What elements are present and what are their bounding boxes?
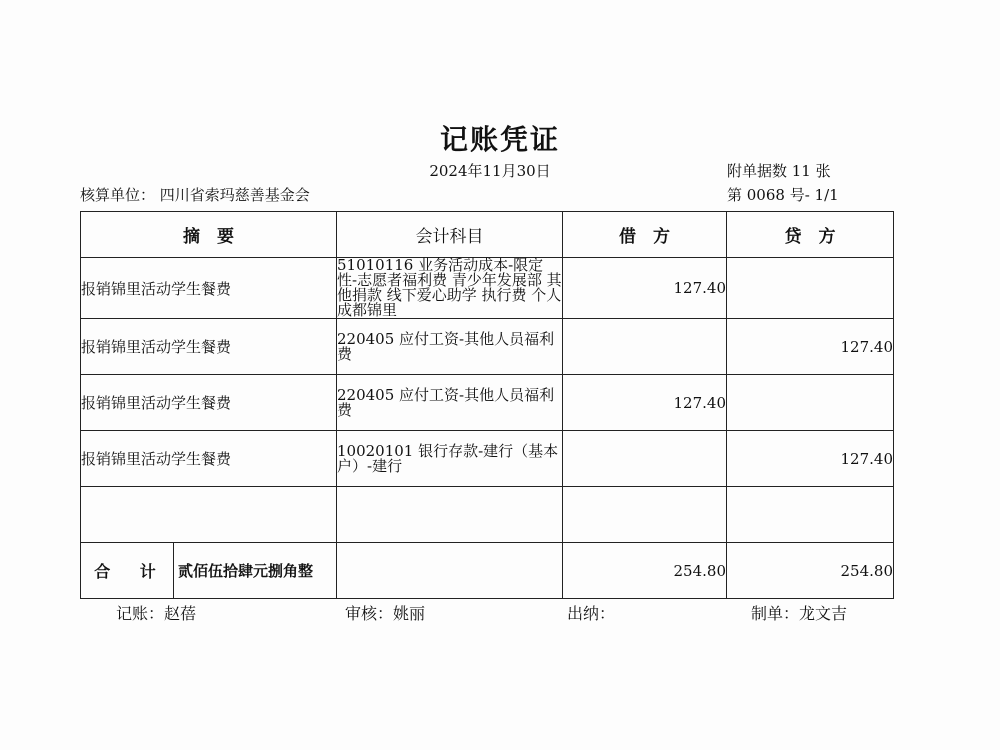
voucher-date: 2024年11月30日 [429,162,551,180]
table-row-empty [81,487,894,543]
row-summary: 报销锦里活动学生餐费 [81,319,337,375]
col-summary-header: 摘 要 [81,212,337,258]
voucher-title: 记账凭证 [439,123,560,156]
total-credit: 254.80 [727,543,894,599]
row-debit [563,487,727,543]
total-summary-cell [81,543,337,599]
row-account: 220405 应付工资-其他人员福利费 [337,319,563,375]
table-row [81,431,894,487]
row-credit [727,258,894,319]
total-amount-words: 贰佰伍拾肆元捌角整 [178,562,314,580]
row-summary: 报销锦里活动学生餐费 [81,375,337,431]
row-debit: 127.40 [563,375,727,431]
row-summary: 报销锦里活动学生餐费 [81,258,337,319]
total-debit: 254.80 [563,543,727,599]
row-debit: 127.40 [563,258,727,319]
row-credit: 127.40 [727,319,894,375]
total-label: 合 计 [81,543,174,598]
accounting-unit: 核算单位： 四川省索玛慈善基金会 [80,186,310,204]
row-debit [563,431,727,487]
total-row [81,543,894,599]
row-summary [81,487,337,543]
table-row [81,258,894,319]
row-account: 220405 应付工资-其他人员福利费 [337,375,563,431]
row-summary: 报销锦里活动学生餐费 [81,431,337,487]
table-row [81,375,894,431]
col-account-header: 会计科目 [337,212,563,258]
col-credit-header: 贷 方 [727,212,894,258]
attachment-count: 附单据数 11 张 [727,162,831,180]
bookkeeper-signature: 记账：赵蓓 [116,604,197,623]
row-credit: 127.40 [727,431,894,487]
table-row [81,319,894,375]
row-account: 51010116 业务活动成本-限定性-志愿者福利费 青少年发展部 其他捐款 线下爱心助学 执行费 个人 成都锦里 [337,256,562,319]
table-header-row [81,212,894,258]
row-account [337,487,563,543]
preparer-signature: 制单：龙文吉 [751,604,848,623]
voucher-table [80,211,894,599]
col-debit-header: 借 方 [563,212,727,258]
voucher-number: 第 0068 号- 1/1 [727,186,839,204]
total-account-cell [337,543,563,599]
cashier-signature: 出纳： [567,604,616,623]
row-credit [727,375,894,431]
reviewer-signature: 审核：姚丽 [345,604,426,623]
row-debit [563,319,727,375]
row-credit [727,487,894,543]
row-account: 10020101 银行存款-建行（基本户）-建行 [337,431,563,487]
